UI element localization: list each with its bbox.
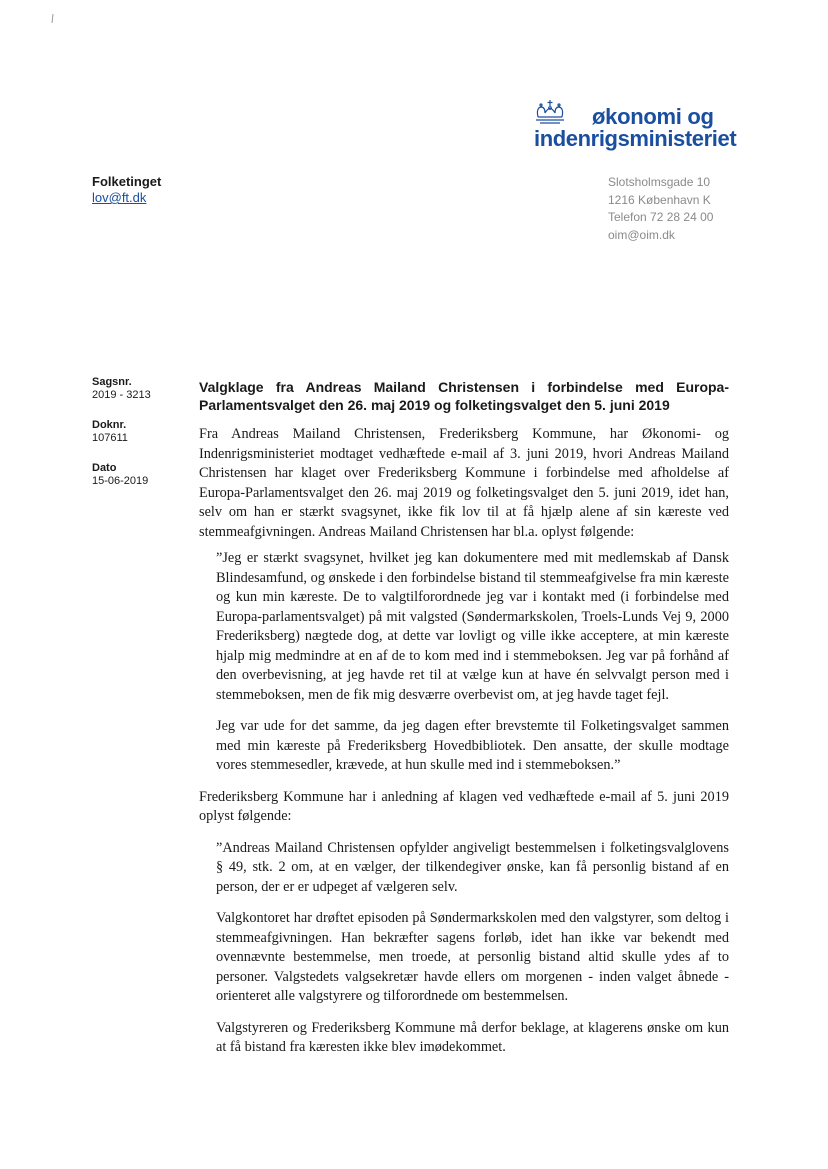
ministry-logo <box>530 96 740 156</box>
date-value: 15-06-2019 <box>92 475 149 487</box>
sender-address-block <box>608 174 713 244</box>
municipality-intro-paragraph: Frederiksberg Kommune har i anledning af klagen ved vedhæftede e-mail af 5. juni 2019 oplyst følgende: <box>199 788 729 824</box>
sender-email: oim@oim.dk <box>608 227 675 242</box>
recipient-block <box>92 174 161 206</box>
quote1-paragraph-1: ”Jeg er stærkt svagsynet, hvilket jeg kan dokumentere med mit medlemskab af Dansk Blindesamfund, og ønskede i den forbindelse bistand til stemmeafgivelse fra min kæreste og kun min kæreste. De to valgtilforordnede jeg var i kontakt med (i forbindelse med Europa-parlamentsvalget) på mit valgsted (Søndermarkskolen, Troels-Lunds Vej 9, 2000 Frederiksberg) nægtede dog, at dette var lovligt og ville ikke acceptere, at min kæreste hjalp mig medmindre at en af de to kom med ind i stemmeboksen. Jeg var på forhånd af den overbevisning, at jeg havde ret til at vælge kun at have én selvvalgt person med i stemmeboksen, men de fik mig desværre overbevist om, at jeg havde taget fejl. <box>216 550 729 703</box>
document-number-label: Doknr. <box>92 419 127 431</box>
complainant-quote <box>216 549 729 776</box>
quote2-paragraph-1: ”Andreas Mailand Christensen opfylder angiveligt bestemmelsen i folketingsvalglovens § 49, stk. 2 om, at en vælger, der tilkendegiver ønske, kan få personlig bistand af en person, der er er udpeget af vælgeren selv. <box>216 839 729 895</box>
sender-street: Slotsholmsgade 10 <box>608 175 711 189</box>
letter-body <box>199 378 729 1070</box>
sender-phone: Telefon 72 28 24 00 <box>608 210 714 224</box>
crown-icon <box>530 98 570 126</box>
document-number-value: 107611 <box>92 432 128 444</box>
quote2-paragraph-2: Valgkontoret har drøftet episoden på Søndermarkskolen med den valgstyrer, som deltog i stemmeafgivningen. Han bekræfter sagens forløb, idet han ikke var bekendt med ovennævnte bestemmelse, men troede, at personlig bistand altid skulle ydes af to personer. Valgstedets valgsekretær havde ellers om morgenen - inden valget åbnede - orienteret alle valgstyrere og tilforordnede om bestemmelsen. <box>216 910 729 1004</box>
case-number-label: Sagsnr. <box>92 376 132 388</box>
date-label: Dato <box>92 462 117 474</box>
logo-text-line2: indenrigsministeriet <box>534 126 737 151</box>
recipient-name: Folketinget <box>92 174 162 189</box>
municipality-quote <box>216 839 729 1058</box>
case-number-value: 2019 - 3213 <box>92 389 151 401</box>
case-meta <box>92 376 151 505</box>
intro-paragraph: Fra Andreas Mailand Christensen, Frederiksberg Kommune, har Økonomi- og Indenrigsministeriet modtaget vedhæftede e-mail af 3. juni 2019, hvori Andreas Mailand Christensen har klaget over Frederiksberg Kommune i forbindelse med afholdelse af Europa-Parlamentsvalget den 26. maj 2019 og folketingsvalget den 5. juni 2019, idet han, selv om han er stærkt svagsynet, ikke fik lov til at få hjælp alene af sin kæreste ved stemmeafgivningen. Andreas Mailand Christensen har bl.a. oplyst følgende: <box>199 426 729 540</box>
sender-postal: 1216 København K <box>608 192 711 207</box>
scan-mark <box>50 14 56 24</box>
logo-text-line1: økonomi og <box>592 104 714 129</box>
recipient-email-link[interactable]: lov@ft.dk <box>92 190 147 205</box>
quote1-paragraph-2: Jeg var ude for det samme, da jeg dagen efter brevstemte til Folketingsvalget sammen med min kæreste på Frederiksberg Hovedbibliotek. Den ansatte, der skulle modtage vores stemmesedler, krævede, at hun skulle med ind i stemmeboksen.” <box>216 718 729 773</box>
letter-title: Valgklage fra Andreas Mailand Christensen i forbindelse med Europa-Parlamentsvalget den 26. maj 2019 og folketingsvalget den 5. juni 2019 <box>199 379 729 413</box>
quote2-paragraph-3: Valgstyreren og Frederiksberg Kommune må derfor beklage, at klagerens ønske om kun at få bistand fra kæresten ikke blev imødekommet. <box>216 1019 729 1055</box>
